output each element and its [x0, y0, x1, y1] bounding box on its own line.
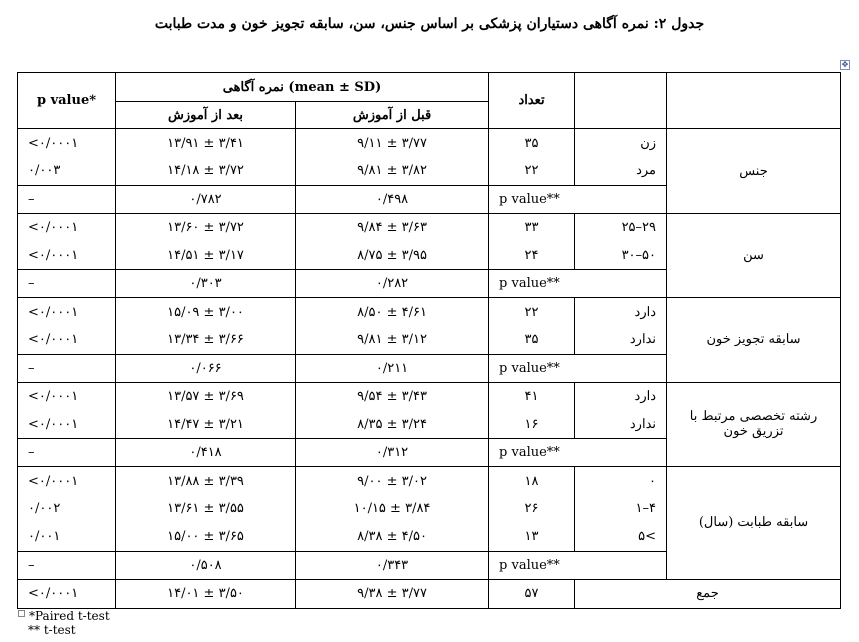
table-row	[18, 213, 841, 241]
subgroup-label: ۵۰–۳۰	[575, 241, 667, 269]
table-row	[18, 382, 841, 410]
before-cell: ۸/۷۵ ± ۳/۹۵	[296, 241, 489, 269]
total-pvalue: <۰/۰۰۰۱	[18, 579, 116, 608]
results-table-body	[18, 73, 841, 609]
before-cell: ۸/۳۸ ± ۴/۵۰	[296, 523, 489, 551]
pvalue-cell: <۰/۰۰۰۱	[18, 467, 116, 495]
pvalue-cell: <۰/۰۰۰۱	[18, 213, 116, 241]
before-cell: ۹/۱۱ ± ۳/۷۷	[296, 129, 489, 157]
subgroup-label: زن	[575, 129, 667, 157]
count-cell: ۳۵	[489, 129, 575, 157]
table-row	[18, 467, 841, 495]
pvalue-cell: <۰/۰۰۰۱	[18, 326, 116, 354]
before-cell: ۸/۳۵ ± ۳/۲۴	[296, 410, 489, 438]
header-pvalue: p value*	[18, 73, 116, 129]
before-cell: ۸/۵۰ ± ۴/۶۱	[296, 298, 489, 326]
pvalue-after: ۰/۵۰۸	[116, 551, 296, 579]
before-cell: ۹/۵۴ ± ۳/۴۳	[296, 382, 489, 410]
pvalue-cell: <۰/۰۰۰۱	[18, 382, 116, 410]
header-after: بعد از آموزش	[116, 102, 296, 129]
after-cell: ۱۳/۹۱ ± ۳/۴۱	[116, 129, 296, 157]
count-cell: ۲۶	[489, 495, 575, 523]
count-cell: ۲۴	[489, 241, 575, 269]
count-cell: ۴۱	[489, 382, 575, 410]
pvalue-dash: –	[18, 439, 116, 467]
pvalue-label: p value**	[489, 270, 667, 298]
after-cell: ۱۳/۸۸ ± ۳/۳۹	[116, 467, 296, 495]
anchor-icon	[18, 610, 25, 617]
subgroup-label: دارد	[575, 298, 667, 326]
total-label: جمع	[575, 579, 841, 608]
subgroup-label: ۴–۱	[575, 495, 667, 523]
subgroup-label: ۰	[575, 467, 667, 495]
table-move-handle-icon[interactable]: ✥	[841, 60, 849, 69]
pvalue-label: p value**	[489, 551, 667, 579]
after-cell: ۱۵/۰۹ ± ۳/۰۰	[116, 298, 296, 326]
pvalue-before: ۰/۲۸۲	[296, 270, 489, 298]
pvalue-label: p value**	[489, 185, 667, 213]
before-cell: ۹/۸۱ ± ۳/۱۲	[296, 326, 489, 354]
footnote-paired: *Paired t-test	[18, 609, 110, 623]
count-cell: ۱۶	[489, 410, 575, 438]
after-cell: ۱۳/۳۴ ± ۳/۶۶	[116, 326, 296, 354]
pvalue-cell: <۰/۰۰۰۱	[18, 410, 116, 438]
pvalue-dash: –	[18, 270, 116, 298]
pvalue-cell: ۰/۰۰۲	[18, 495, 116, 523]
header-before: قبل از آموزش	[296, 102, 489, 129]
total-row	[18, 579, 841, 608]
after-cell: ۱۴/۵۱ ± ۳/۱۷	[116, 241, 296, 269]
total-count: ۵۷	[489, 579, 575, 608]
footnotes	[18, 609, 110, 637]
total-after: ۱۴/۰۱ ± ۳/۵۰	[116, 579, 296, 608]
pvalue-cell: <۰/۰۰۰۱	[18, 298, 116, 326]
pvalue-cell: ۰/۰۰۳	[18, 157, 116, 185]
group-label: سابقه تجویز خون	[667, 298, 841, 382]
count-cell: ۳۳	[489, 213, 575, 241]
count-cell: ۱۸	[489, 467, 575, 495]
pvalue-after: ۰/۰۶۶	[116, 354, 296, 382]
header-count: تعداد	[489, 73, 575, 129]
header-score-group: نمره آگاهی (mean ± SD)	[116, 73, 489, 102]
group-label: سابقه طبابت (سال)	[667, 467, 841, 580]
after-cell: ۱۴/۱۸ ± ۳/۷۲	[116, 157, 296, 185]
pvalue-before: ۰/۳۱۲	[296, 439, 489, 467]
footnote-ttest: ** t-test	[28, 623, 76, 637]
pvalue-cell: <۰/۰۰۰۱	[18, 129, 116, 157]
pvalue-label: p value**	[489, 354, 667, 382]
after-cell: ۱۳/۶۱ ± ۳/۵۵	[116, 495, 296, 523]
pvalue-before: ۰/۳۴۳	[296, 551, 489, 579]
before-cell: ۹/۸۴ ± ۳/۶۳	[296, 213, 489, 241]
pvalue-after: ۰/۳۰۳	[116, 270, 296, 298]
before-cell: ۹/۰۰ ± ۳/۰۲	[296, 467, 489, 495]
count-cell: ۱۳	[489, 523, 575, 551]
group-label: سن	[667, 213, 841, 297]
after-cell: ۱۴/۴۷ ± ۳/۲۱	[116, 410, 296, 438]
table-row	[18, 129, 841, 157]
count-cell: ۲۲	[489, 157, 575, 185]
pvalue-label: p value**	[489, 439, 667, 467]
count-cell: ۳۵	[489, 326, 575, 354]
after-cell: ۱۳/۵۷ ± ۳/۶۹	[116, 382, 296, 410]
header-empty-group	[667, 73, 841, 129]
header-row-1	[18, 73, 841, 102]
total-before: ۹/۳۸ ± ۳/۷۷	[296, 579, 489, 608]
header-empty-sub	[575, 73, 667, 129]
pvalue-dash: –	[18, 185, 116, 213]
pvalue-after: ۰/۷۸۲	[116, 185, 296, 213]
before-cell: ۹/۸۱ ± ۳/۸۲	[296, 157, 489, 185]
pvalue-before: ۰/۲۱۱	[296, 354, 489, 382]
pvalue-before: ۰/۴۹۸	[296, 185, 489, 213]
results-table	[17, 72, 841, 609]
count-cell: ۲۲	[489, 298, 575, 326]
group-label: رشته تخصصی مرتبط با تزریق خون	[667, 382, 841, 466]
pvalue-cell: ۰/۰۰۱	[18, 523, 116, 551]
after-cell: ۱۳/۶۰ ± ۳/۷۲	[116, 213, 296, 241]
subgroup-label: >۵	[575, 523, 667, 551]
subgroup-label: مرد	[575, 157, 667, 185]
pvalue-dash: –	[18, 551, 116, 579]
table-caption: جدول ۲: نمره آگاهی دستیاران پزشکی بر اساس جنس، سن، سابقه تجویز خون و مدت طبابت	[154, 16, 705, 32]
after-cell: ۱۵/۰۰ ± ۳/۶۵	[116, 523, 296, 551]
pvalue-after: ۰/۴۱۸	[116, 439, 296, 467]
pvalue-cell: <۰/۰۰۰۱	[18, 241, 116, 269]
subgroup-label: ندارد	[575, 326, 667, 354]
group-label: جنس	[667, 129, 841, 213]
table-row	[18, 298, 841, 326]
subgroup-label: ۲۹–۲۵	[575, 213, 667, 241]
subgroup-label: ندارد	[575, 410, 667, 438]
subgroup-label: دارد	[575, 382, 667, 410]
pvalue-dash: –	[18, 354, 116, 382]
before-cell: ۱۰/۱۵ ± ۳/۸۴	[296, 495, 489, 523]
